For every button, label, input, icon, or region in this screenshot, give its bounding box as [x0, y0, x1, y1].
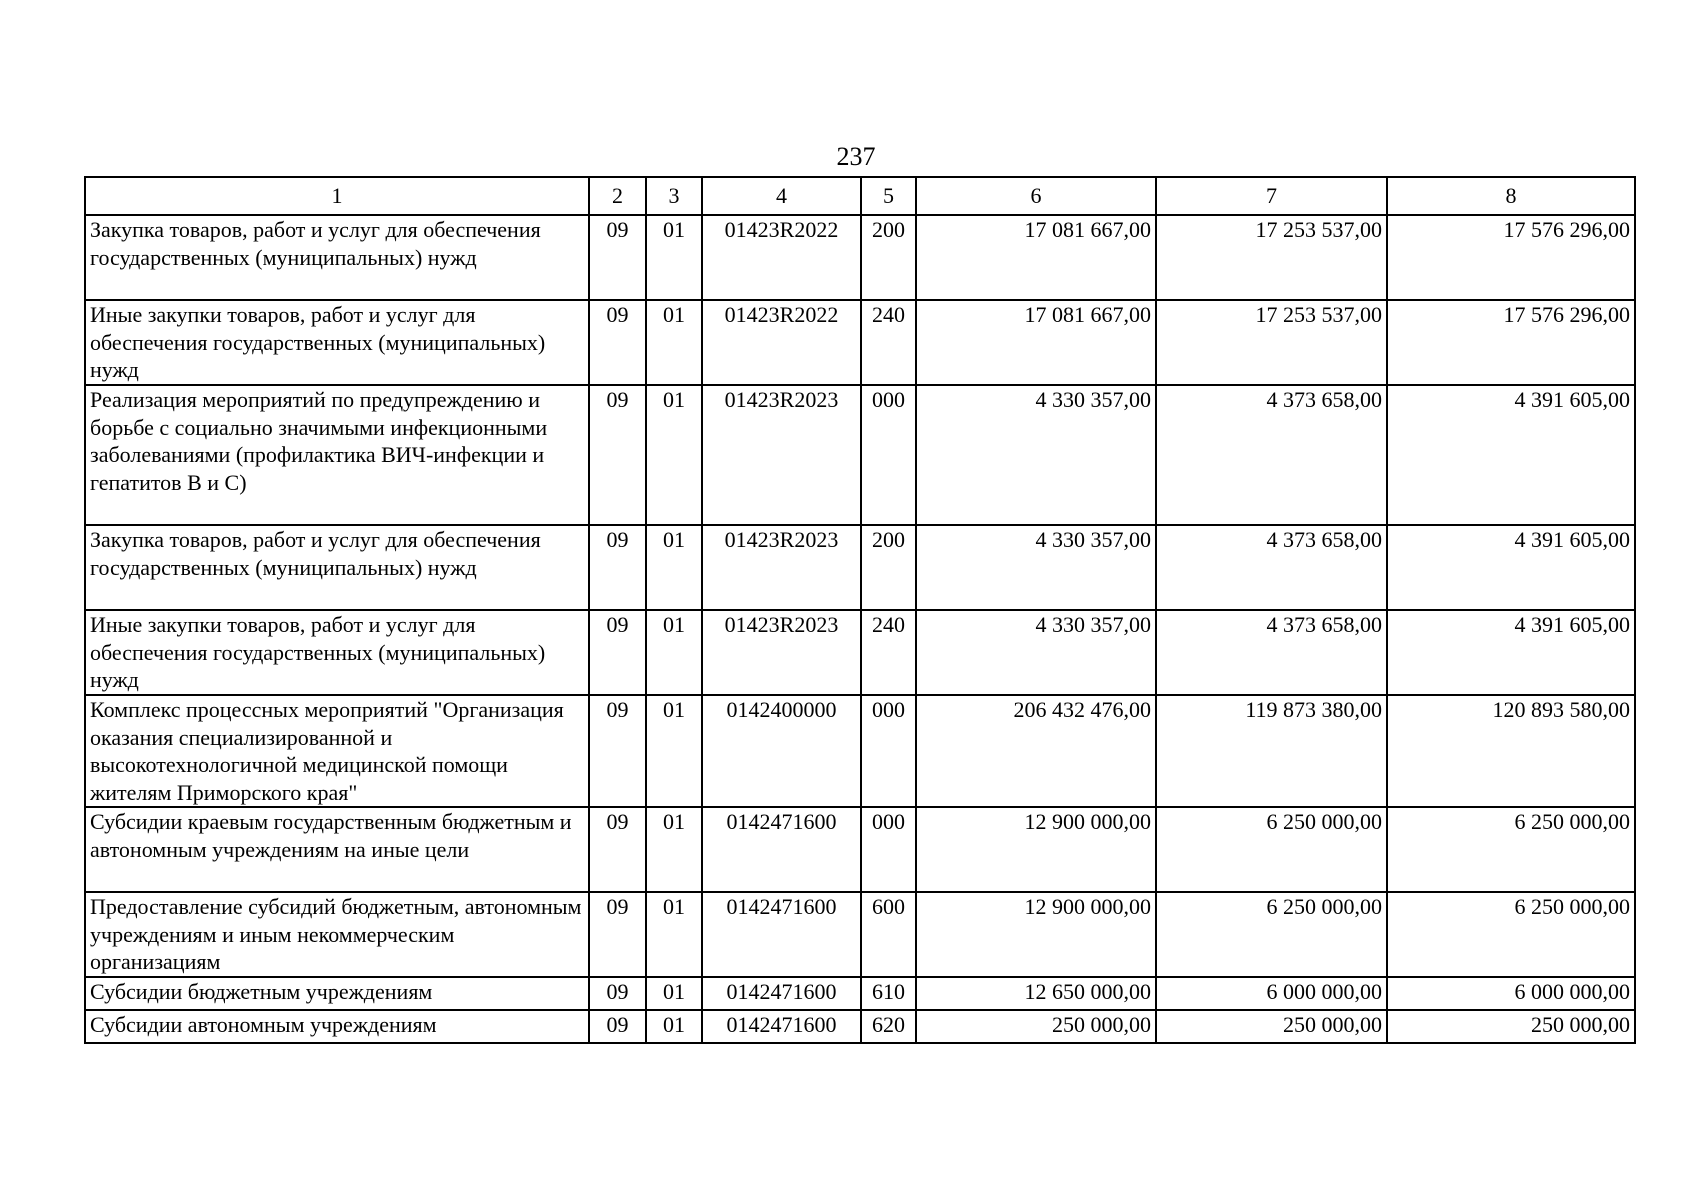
row-amount-col6: 4 330 357,00 — [916, 385, 1156, 525]
row-amount-col8: 4 391 605,00 — [1387, 385, 1635, 525]
row-name: Субсидии автономным учреждениям — [85, 1010, 589, 1043]
table-row — [85, 300, 1635, 385]
row-expense-type: 240 — [861, 300, 916, 385]
row-amount-col6: 17 081 667,00 — [916, 300, 1156, 385]
column-header: 2 — [589, 177, 646, 215]
row-target-code: 01423R2023 — [702, 610, 861, 695]
row-subsection: 01 — [646, 610, 702, 695]
table-row — [85, 892, 1635, 977]
row-expense-type: 200 — [861, 215, 916, 300]
row-expense-type: 200 — [861, 525, 916, 610]
row-target-code: 01423R2022 — [702, 215, 861, 300]
row-section: 09 — [589, 215, 646, 300]
row-amount-col6: 17 081 667,00 — [916, 215, 1156, 300]
table-row — [85, 525, 1635, 610]
row-subsection: 01 — [646, 385, 702, 525]
row-amount-col8: 6 250 000,00 — [1387, 892, 1635, 977]
row-expense-type: 000 — [861, 807, 916, 892]
row-amount-col6: 12 900 000,00 — [916, 807, 1156, 892]
row-target-code: 0142471600 — [702, 977, 861, 1010]
column-header: 4 — [702, 177, 861, 215]
row-expense-type: 600 — [861, 892, 916, 977]
page-number: 237 — [836, 142, 876, 171]
row-amount-col7: 6 250 000,00 — [1156, 807, 1387, 892]
row-name: Предоставление субсидий бюджетным, автономным учреждениям и иным некоммерческим организациям — [85, 892, 589, 977]
row-target-code: 01423R2023 — [702, 385, 861, 525]
row-target-code: 0142400000 — [702, 695, 861, 807]
table-row — [85, 695, 1635, 807]
row-amount-col7: 119 873 380,00 — [1156, 695, 1387, 807]
row-expense-type: 000 — [861, 695, 916, 807]
row-name: Закупка товаров, работ и услуг для обеспечения государственных (муниципальных) нужд — [85, 215, 589, 300]
row-amount-col8: 17 576 296,00 — [1387, 215, 1635, 300]
row-amount-col8: 6 000 000,00 — [1387, 977, 1635, 1010]
row-section: 09 — [589, 610, 646, 695]
row-section: 09 — [589, 525, 646, 610]
row-name: Иные закупки товаров, работ и услуг для обеспечения государственных (муниципальных) нужд — [85, 610, 589, 695]
row-section: 09 — [589, 695, 646, 807]
row-target-code: 0142471600 — [702, 807, 861, 892]
row-subsection: 01 — [646, 215, 702, 300]
row-amount-col8: 6 250 000,00 — [1387, 807, 1635, 892]
row-amount-col6: 250 000,00 — [916, 1010, 1156, 1043]
column-header: 1 — [85, 177, 589, 215]
column-header: 7 — [1156, 177, 1387, 215]
row-expense-type: 620 — [861, 1010, 916, 1043]
column-header: 3 — [646, 177, 702, 215]
row-name: Закупка товаров, работ и услуг для обеспечения государственных (муниципальных) нужд — [85, 525, 589, 610]
table-row — [85, 215, 1635, 300]
row-name: Субсидии краевым государственным бюджетным и автономным учреждениям на иные цели — [85, 807, 589, 892]
row-name: Комплекс процессных мероприятий "Организация оказания специализированной и высокотехнологичной медицинской помощи жителям Приморского края" — [85, 695, 589, 807]
row-subsection: 01 — [646, 300, 702, 385]
column-header: 8 — [1387, 177, 1635, 215]
row-amount-col8: 250 000,00 — [1387, 1010, 1635, 1043]
row-target-code: 01423R2023 — [702, 525, 861, 610]
row-amount-col6: 12 650 000,00 — [916, 977, 1156, 1010]
table-row — [85, 610, 1635, 695]
row-amount-col6: 4 330 357,00 — [916, 610, 1156, 695]
row-amount-col8: 120 893 580,00 — [1387, 695, 1635, 807]
row-amount-col7: 4 373 658,00 — [1156, 610, 1387, 695]
budget-table — [84, 176, 1636, 1044]
row-subsection: 01 — [646, 695, 702, 807]
row-amount-col7: 6 000 000,00 — [1156, 977, 1387, 1010]
column-header: 5 — [861, 177, 916, 215]
row-subsection: 01 — [646, 977, 702, 1010]
table-header-row — [85, 177, 1635, 215]
row-amount-col7: 4 373 658,00 — [1156, 525, 1387, 610]
row-amount-col7: 4 373 658,00 — [1156, 385, 1387, 525]
column-header: 6 — [916, 177, 1156, 215]
row-target-code: 0142471600 — [702, 1010, 861, 1043]
table-row — [85, 385, 1635, 525]
row-section: 09 — [589, 300, 646, 385]
row-name: Субсидии бюджетным учреждениям — [85, 977, 589, 1010]
row-amount-col6: 206 432 476,00 — [916, 695, 1156, 807]
row-section: 09 — [589, 977, 646, 1010]
row-section: 09 — [589, 807, 646, 892]
row-section: 09 — [589, 385, 646, 525]
row-section: 09 — [589, 892, 646, 977]
row-name: Реализация мероприятий по предупреждению и борьбе с социально значимыми инфекционными заболеваниями (профилактика ВИЧ-инфекции и гепатитов В и С) — [85, 385, 589, 525]
row-amount-col7: 6 250 000,00 — [1156, 892, 1387, 977]
row-amount-col8: 17 576 296,00 — [1387, 300, 1635, 385]
row-expense-type: 240 — [861, 610, 916, 695]
row-subsection: 01 — [646, 892, 702, 977]
table-row — [85, 807, 1635, 892]
row-amount-col7: 250 000,00 — [1156, 1010, 1387, 1043]
row-expense-type: 000 — [861, 385, 916, 525]
row-amount-col6: 12 900 000,00 — [916, 892, 1156, 977]
row-subsection: 01 — [646, 807, 702, 892]
row-amount-col7: 17 253 537,00 — [1156, 300, 1387, 385]
row-amount-col8: 4 391 605,00 — [1387, 525, 1635, 610]
row-amount-col8: 4 391 605,00 — [1387, 610, 1635, 695]
table-row — [85, 977, 1635, 1010]
row-subsection: 01 — [646, 525, 702, 610]
row-target-code: 01423R2022 — [702, 300, 861, 385]
row-target-code: 0142471600 — [702, 892, 861, 977]
row-section: 09 — [589, 1010, 646, 1043]
row-name: Иные закупки товаров, работ и услуг для обеспечения государственных (муниципальных) нужд — [85, 300, 589, 385]
table-row — [85, 1010, 1635, 1043]
row-amount-col6: 4 330 357,00 — [916, 525, 1156, 610]
row-amount-col7: 17 253 537,00 — [1156, 215, 1387, 300]
row-subsection: 01 — [646, 1010, 702, 1043]
row-expense-type: 610 — [861, 977, 916, 1010]
